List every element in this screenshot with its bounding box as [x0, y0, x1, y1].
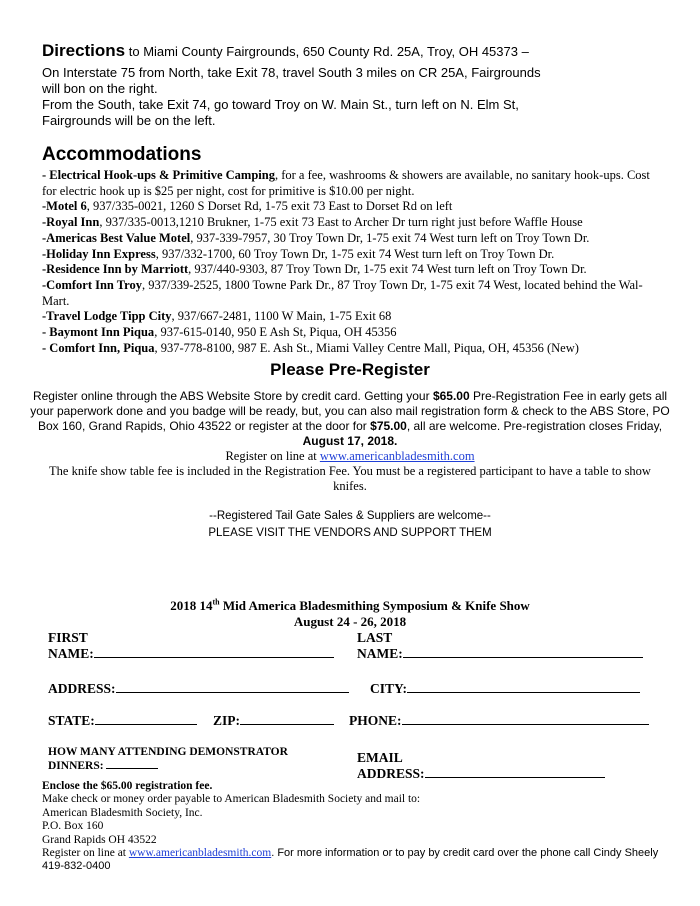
preregister-heading: Please Pre-Register	[270, 360, 430, 379]
accommodation-item: -Holiday Inn Express, 937/332-1700, 60 Troy Town Dr, 1-75 exit 74 West turn left on Troy Town Dr.	[42, 246, 555, 261]
phone-input-line[interactable]	[402, 724, 649, 725]
directions-address: to Miami County Fairgrounds, 650 County Rd. 25A, Troy, OH 45373 –	[125, 44, 529, 59]
dinners-label: DINNERS:	[48, 760, 104, 772]
city-field[interactable]	[370, 681, 640, 697]
contact-phone: 419-832-0400	[42, 860, 111, 873]
accommodations-heading: Accommodations	[42, 144, 202, 165]
directions-line: From the South, take Exit 74, go toward Troy on W. Main St., turn left on N. Elm St,	[42, 97, 519, 112]
phone-field[interactable]	[349, 713, 649, 729]
accommodation-item: -Travel Lodge Tipp City, 937/667-2481, 1100 W Main, 1-75 Exit 68	[42, 309, 392, 324]
state-input-line[interactable]	[95, 724, 197, 725]
dinners-label-top: HOW MANY ATTENDING DEMONSTRATOR	[48, 746, 288, 758]
tailgate-note: --Registered Tail Gate Sales & Suppliers are welcome--	[209, 510, 491, 522]
last-name-label: NAME:	[357, 646, 403, 661]
first-name-label: NAME:	[48, 646, 94, 661]
website-link[interactable]: www.americanbladesmith.com	[319, 449, 475, 463]
dinners-field[interactable]	[48, 760, 158, 772]
directions-heading: Directions	[42, 41, 126, 60]
table-fee-line: knifes.	[333, 479, 367, 493]
register-online-line: Register on line at www.americanbladesmith.com	[225, 449, 475, 463]
zip-field[interactable]	[213, 713, 334, 729]
accommodation-item: for electric hook up is $25 per night, cost for primitive is $10.00 per night.	[42, 183, 415, 198]
address-field[interactable]	[48, 681, 349, 697]
table-fee-line: The knife show table fee is included in the Registration Fee. You must be a registered participant to have a table to show	[49, 464, 651, 478]
accommodation-item: -Royal Inn, 937/335-0013,1210 Brukner, 1-75 exit 73 East to Archer Dr turn right just before Waffle House	[42, 215, 583, 230]
form-dates: August 24 - 26, 2018	[293, 614, 407, 629]
accommodation-item: - Baymont Inn Piqua, 937-615-0140, 950 E Ash St, Piqua, OH 45356	[42, 325, 397, 340]
city-input-line[interactable]	[407, 692, 640, 693]
first-name-input-line[interactable]	[94, 657, 334, 658]
email-label-top: EMAIL	[357, 750, 403, 765]
accommodation-item: -Residence Inn by Marriott, 937/440-9303, 87 Troy Town Dr, 1-75 exit 74 West turn left on Troy Town Dr.	[42, 262, 587, 277]
mail-city: Grand Rapids OH 43522	[42, 833, 157, 846]
zip-label: ZIP:	[213, 713, 240, 728]
preregister-paragraph-line: your paperwork done and you badge will be ready, but, you can also mail registration form & check to the ABS Store, PO	[30, 404, 670, 418]
preregister-close-date: August 17, 2018.	[302, 434, 398, 448]
directions-line: will bon on the right.	[42, 81, 158, 96]
state-field[interactable]	[48, 713, 197, 729]
state-label: STATE:	[48, 713, 95, 728]
directions-line: Fairgrounds will be on the left.	[42, 113, 216, 128]
form-title: 2018 14th Mid America Bladesmithing Symposium & Knife Show	[170, 597, 530, 613]
accommodation-item: - Electrical Hook-ups & Primitive Camping, for a fee, washrooms & showers are available, no sanitary hook-ups. Cost	[42, 168, 650, 182]
vendors-note: PLEASE VISIT THE VENDORS AND SUPPORT THEM	[208, 527, 492, 539]
accommodation-item: -Comfort Inn Troy, 937/339-2525, 1800 Towne Park Dr., 87 Troy Town Dr, 1-75 exit 74 West, located behind the Wal-	[42, 277, 643, 292]
first-name-label-top: FIRST	[48, 630, 88, 645]
accommodation-item: Mart.	[42, 293, 70, 308]
preregister-paragraph-line: Box 160, Grand Rapids, Ohio 43522 or register at the door for $75.00, all are welcome. Pre-registration closes Friday,	[37, 419, 663, 433]
last-name-input-line[interactable]	[403, 657, 643, 658]
phone-label: PHONE:	[349, 713, 402, 728]
preregister-paragraph-line: Register online through the ABS Website Store by credit card. Getting your $65.00 Pre-Registration Fee in early gets all	[32, 389, 668, 403]
accommodation-item: - Comfort Inn, Piqua, 937-778-8100, 987 E. Ash St., Miami Valley Centre Mall, Piqua, OH, 45356 (New)	[42, 340, 579, 355]
footer-website-link[interactable]: www.americanbladesmith.com	[128, 847, 272, 860]
city-label: CITY:	[370, 681, 408, 696]
directions-line: On Interstate 75 from North, take Exit 78, travel South 3 miles on CR 25A, Fairgrounds	[42, 65, 541, 80]
mailing-instructions	[42, 780, 658, 874]
footer-online-line: Register on line at www.americanbladesmith.com. For more information or to pay by credit card over the phone call Cindy Sheely	[42, 847, 659, 860]
mail-org: American Bladesmith Society, Inc.	[42, 806, 203, 819]
mail-box: P.O. Box 160	[42, 820, 104, 833]
address-label: ADDRESS:	[48, 681, 116, 696]
directions-heading-line	[42, 41, 529, 61]
last-name-label-top: LAST	[357, 630, 393, 645]
first-name-field[interactable]	[48, 646, 334, 662]
email-input-line[interactable]	[425, 777, 605, 778]
address-input-line[interactable]	[116, 692, 349, 693]
accommodations-list	[42, 168, 650, 356]
zip-input-line[interactable]	[240, 724, 334, 725]
enclose-fee: Enclose the $65.00 registration fee.	[42, 780, 213, 792]
payable-note: Make check or money order payable to American Bladesmith Society and mail to:	[42, 793, 421, 806]
accommodation-item: -Americas Best Value Motel, 937-339-7957, 30 Troy Town Dr, 1-75 exit 74 West turn left on Troy Town Dr.	[42, 230, 590, 245]
last-name-field[interactable]	[357, 646, 643, 662]
email-label: ADDRESS:	[357, 766, 425, 781]
accommodation-item: -Motel 6, 937/335-0021, 1260 S Dorset Rd, 1-75 exit 73 East to Dorset Rd on left	[42, 199, 453, 214]
dinners-input-line[interactable]	[106, 768, 158, 769]
